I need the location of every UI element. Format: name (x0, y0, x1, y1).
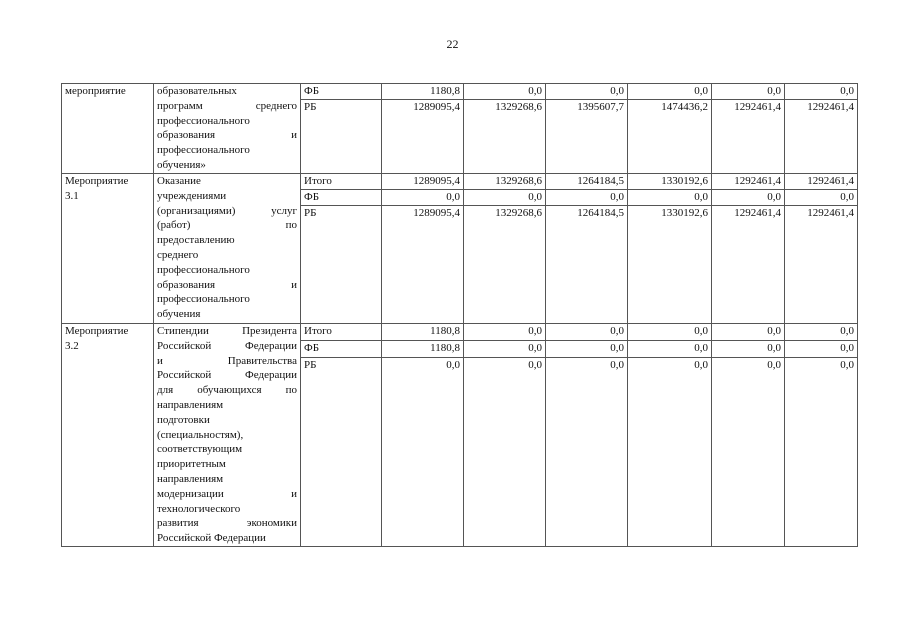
table-body (62, 84, 858, 547)
value-cell: 1180,8 (382, 324, 464, 341)
value-cell: 0,0 (712, 84, 785, 100)
description-line (157, 158, 297, 173)
value-cell: 0,0 (712, 324, 785, 341)
description-line (157, 428, 297, 443)
description-word: по (285, 219, 297, 232)
description-word: профессионального (157, 293, 250, 306)
description-word: экономики (246, 517, 297, 530)
value-cell: 1292461,4 (785, 206, 858, 324)
value-cell: 0,0 (546, 341, 628, 358)
value-cell: 0,0 (546, 84, 628, 100)
value-cell: 1330192,6 (628, 206, 712, 324)
description-word: Российской Федерации (157, 532, 266, 545)
value-cell: 0,0 (785, 341, 858, 358)
source-cell: РБ (301, 206, 382, 324)
description-word: для (157, 384, 174, 397)
value-cell: 0,0 (546, 324, 628, 341)
value-cell: 1289095,4 (382, 206, 464, 324)
description-line (157, 99, 297, 114)
description-word: и (157, 354, 163, 367)
description-word: профессионального (157, 144, 250, 157)
description-word: технологического (157, 502, 241, 515)
value-cell: 0,0 (464, 358, 546, 547)
description-line (157, 383, 297, 398)
measure-description-cell (154, 84, 301, 174)
description-line (157, 354, 297, 369)
description-word: Российской (157, 339, 212, 352)
value-cell: 1289095,4 (382, 100, 464, 174)
description-word: направлениям (157, 472, 224, 485)
description-word: Российской (157, 369, 212, 382)
value-cell: 0,0 (712, 341, 785, 358)
description-line (157, 516, 297, 531)
value-cell: 0,0 (628, 341, 712, 358)
description-line (157, 292, 297, 307)
table-row (62, 174, 858, 190)
description-line (157, 442, 297, 457)
description-word: и (291, 129, 297, 142)
description-word: по (285, 384, 297, 397)
description-line (157, 502, 297, 517)
value-cell: 0,0 (546, 190, 628, 206)
description-word: подготовки (157, 413, 210, 426)
table-row (62, 324, 858, 341)
description-line (157, 248, 297, 263)
value-cell: 1292461,4 (785, 100, 858, 174)
value-cell: 1264184,5 (546, 174, 628, 190)
description-line (157, 114, 297, 129)
description-word: обучения (157, 308, 201, 321)
description-line (157, 189, 297, 204)
value-cell: 0,0 (628, 190, 712, 206)
description-word: развития (157, 517, 199, 530)
description-word: предоставлению (157, 234, 235, 247)
description-word: среднего (255, 99, 297, 112)
value-cell: 0,0 (785, 324, 858, 341)
measure-name-cell (62, 174, 154, 324)
description-word: услуг (271, 204, 297, 217)
budget-table (61, 83, 858, 547)
source-cell: ФБ (301, 190, 382, 206)
description-word: Федерации (245, 369, 297, 382)
description-line (157, 339, 297, 354)
value-cell: 1395607,7 (546, 100, 628, 174)
description-line (157, 398, 297, 413)
description-line (157, 143, 297, 158)
value-cell: 1180,8 (382, 84, 464, 100)
table-row (62, 84, 858, 100)
description-word: среднего (157, 248, 199, 261)
value-cell: 1292461,4 (712, 100, 785, 174)
source-cell: РБ (301, 100, 382, 174)
description-word: (работ) (157, 219, 191, 232)
value-cell: 0,0 (464, 324, 546, 341)
value-cell: 0,0 (785, 84, 858, 100)
value-cell: 0,0 (464, 341, 546, 358)
description-word: Оказание (157, 175, 201, 187)
value-cell: 1292461,4 (712, 174, 785, 190)
description-line (157, 174, 297, 189)
value-cell: 0,0 (382, 358, 464, 547)
value-cell: 1329268,6 (464, 174, 546, 190)
description-word: Стипендии (157, 325, 209, 337)
description-word: учреждениями (157, 189, 227, 202)
value-cell: 0,0 (628, 324, 712, 341)
value-cell: 0,0 (464, 84, 546, 100)
description-line (157, 204, 297, 219)
description-word: профессионального (157, 263, 250, 276)
value-cell: 0,0 (382, 190, 464, 206)
description-line (157, 324, 297, 339)
description-line (157, 263, 297, 278)
description-word: обучения» (157, 158, 206, 171)
description-line (157, 128, 297, 143)
description-word: образования (157, 129, 216, 142)
description-line (157, 413, 297, 428)
description-word: (организациями) (157, 204, 236, 217)
description-line (157, 307, 297, 322)
value-cell: 0,0 (464, 190, 546, 206)
source-cell: РБ (301, 358, 382, 547)
measure-number: 3.2 (65, 339, 79, 352)
page-number: 22 (446, 37, 459, 51)
description-word: и (291, 278, 297, 291)
value-cell: 0,0 (712, 190, 785, 206)
description-word: (специальностям), (157, 428, 244, 441)
measure-description-cell (154, 324, 301, 547)
description-word: образовательных (157, 85, 237, 97)
description-line (157, 531, 297, 546)
value-cell: 1292461,4 (785, 174, 858, 190)
source-cell: ФБ (301, 341, 382, 358)
value-cell: 1330192,6 (628, 174, 712, 190)
description-word: Президента (242, 325, 297, 337)
measure-name: Мероприятие (65, 325, 129, 337)
value-cell: 0,0 (712, 358, 785, 547)
measure-name-cell (62, 84, 154, 174)
description-word: модернизации (157, 487, 224, 500)
description-line (157, 233, 297, 248)
measure-name: мероприятие (65, 85, 126, 97)
description-line (157, 218, 297, 233)
source-cell: Итого (301, 324, 382, 341)
value-cell: 0,0 (628, 84, 712, 100)
value-cell: 1329268,6 (464, 100, 546, 174)
value-cell: 0,0 (628, 358, 712, 547)
value-cell: 0,0 (785, 190, 858, 206)
description-word: программ (157, 99, 203, 112)
description-line (157, 84, 297, 99)
measure-number: 3.1 (65, 189, 79, 202)
description-line (157, 457, 297, 472)
value-cell: 1292461,4 (712, 206, 785, 324)
description-word: соответствующим (157, 443, 243, 456)
description-line (157, 368, 297, 383)
value-cell: 1264184,5 (546, 206, 628, 324)
measure-name-cell (62, 324, 154, 547)
description-word: Правительства (227, 354, 297, 367)
description-word: приоритетным (157, 458, 226, 471)
measure-name: Мероприятие (65, 175, 129, 187)
source-cell: ФБ (301, 84, 382, 100)
measure-description-cell (154, 174, 301, 324)
description-word: направлениям (157, 398, 224, 411)
description-word: профессионального (157, 114, 250, 127)
value-cell: 1474436,2 (628, 100, 712, 174)
description-line (157, 487, 297, 502)
description-line (157, 472, 297, 487)
description-word: образования (157, 278, 216, 291)
description-word: Федерации (245, 339, 297, 352)
description-line (157, 278, 297, 293)
source-cell: Итого (301, 174, 382, 190)
value-cell: 1289095,4 (382, 174, 464, 190)
description-word: обучающихся (197, 384, 262, 397)
value-cell: 1180,8 (382, 341, 464, 358)
value-cell: 1329268,6 (464, 206, 546, 324)
value-cell: 0,0 (785, 358, 858, 547)
value-cell: 0,0 (546, 358, 628, 547)
description-word: и (291, 487, 297, 500)
